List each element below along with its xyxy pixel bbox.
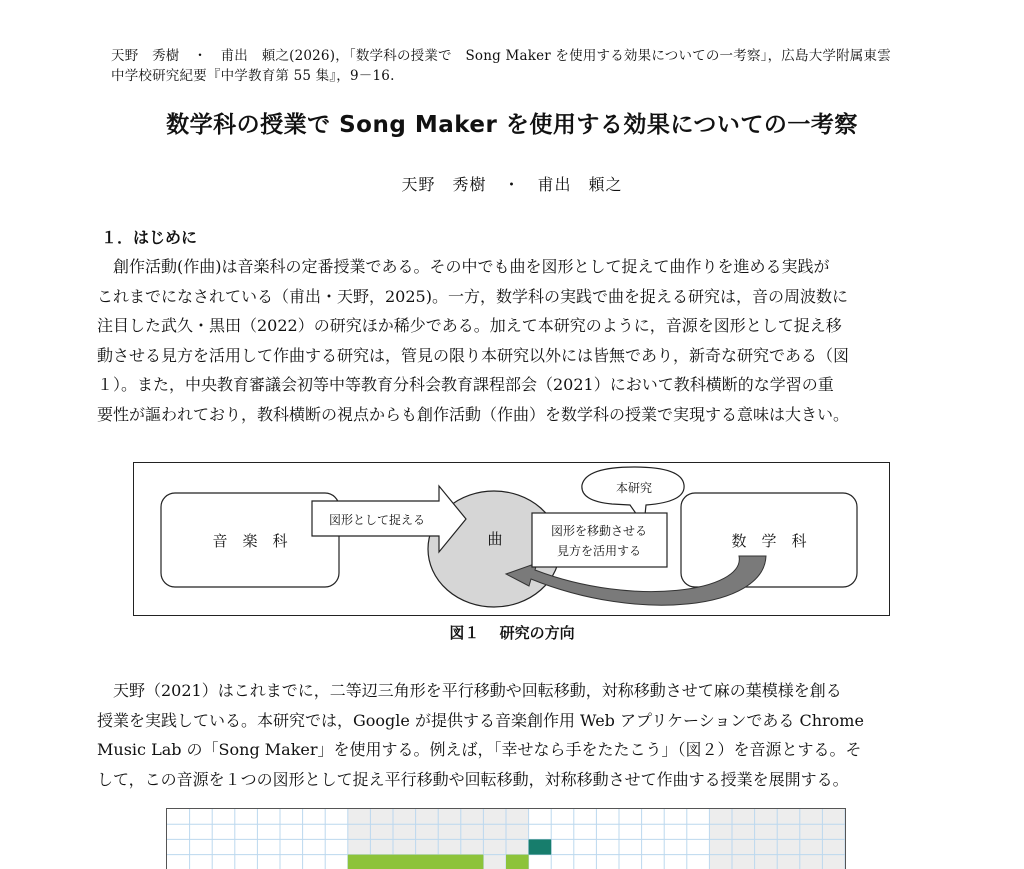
paragraph-2 (97, 676, 933, 794)
move-shape-label-1: 図形を移動させる (550, 524, 648, 538)
paragraph-1 (97, 252, 933, 429)
paragraph-line: 創作活動(作曲)は音楽科の定番授業である。その中でも曲を図形として捉えて曲作りを進める実践が (97, 257, 830, 276)
paragraph-line: 注目した武久・黒田（2022）の研究ほか稀少である。加えて本研究のように，音源を図形として捉え移 (97, 316, 842, 335)
music-label: 音 楽 科 (212, 532, 288, 550)
figure-1-svg (134, 463, 891, 617)
note-cell (529, 839, 552, 854)
figure-1-caption: 図１ 研究の方向 (449, 624, 575, 642)
section-heading-introduction: １．はじめに (101, 228, 198, 247)
paragraph-line: １）。また，中央教育審議会初等中等教育分科会教育課程部会（2021）において教科横断的な学習の重 (97, 375, 834, 394)
paragraph-line: 要性が謳われており，教科横断の視点からも創作活動（作曲）を数学科の授業で実現する意味は大きい。 (97, 404, 850, 424)
paragraph-line: これまでになされている（甫出・天野，2025)。一方，数学科の実践で曲を捉える研究は，音の周波数に (97, 286, 848, 306)
citation (111, 46, 931, 86)
citation-line-1: 天野 秀樹 ・ 甫出 頼之(2026)，｢数学科の授業で Song Maker を使用する効果についての一考察｣，広島大学附属東雲 (111, 48, 891, 64)
figure-1-diagram (133, 462, 890, 616)
move-shape-label-2: 見方を活用する (556, 544, 642, 558)
paragraph-line: 授業を実践している。本研究では，Google が提供する音楽創作用 Web アプリケーションである Chrome (97, 710, 864, 730)
note-cell (348, 855, 484, 869)
citation-line-2: 中学校研究紀要『中学教育第 55 集』，9－16. (111, 68, 395, 84)
paragraph-line: 動させる見方を活用して作曲する研究は，管見の限り本研究以外には皆無であり，新奇な研究である（図 (97, 345, 850, 365)
research-bubble-label: 本研究 (615, 481, 653, 495)
move-shape-box (532, 513, 667, 567)
math-label: 数 学 科 (731, 532, 807, 550)
song-maker-grid-svg (167, 809, 846, 869)
paper-title: 数学科の授業で Song Maker を使用する効果についての一考察 (166, 112, 858, 138)
authors: 天野 秀樹 ・ 甫出 頼之 (401, 175, 623, 194)
note-cell (506, 855, 529, 869)
figure-2-song-maker-grid (166, 808, 846, 869)
paragraph-line: 天野（2021）はこれまでに，二等辺三角形を平行移動や回転移動，対称移動させて麻の葉模様を創る (97, 681, 842, 700)
capture-arrow-label: 図形として捉える (328, 513, 426, 527)
paragraph-line: して，この音源を１つの図形として捉え平行移動や回転移動，対称移動させて作曲する授業を展開する。 (97, 769, 849, 789)
paragraph-line: Music Lab の「Song Maker」を使用する。例えば，「幸せなら手をたたこう」（図２）を音源とする。そ (97, 740, 862, 759)
song-label: 曲 (487, 530, 503, 548)
